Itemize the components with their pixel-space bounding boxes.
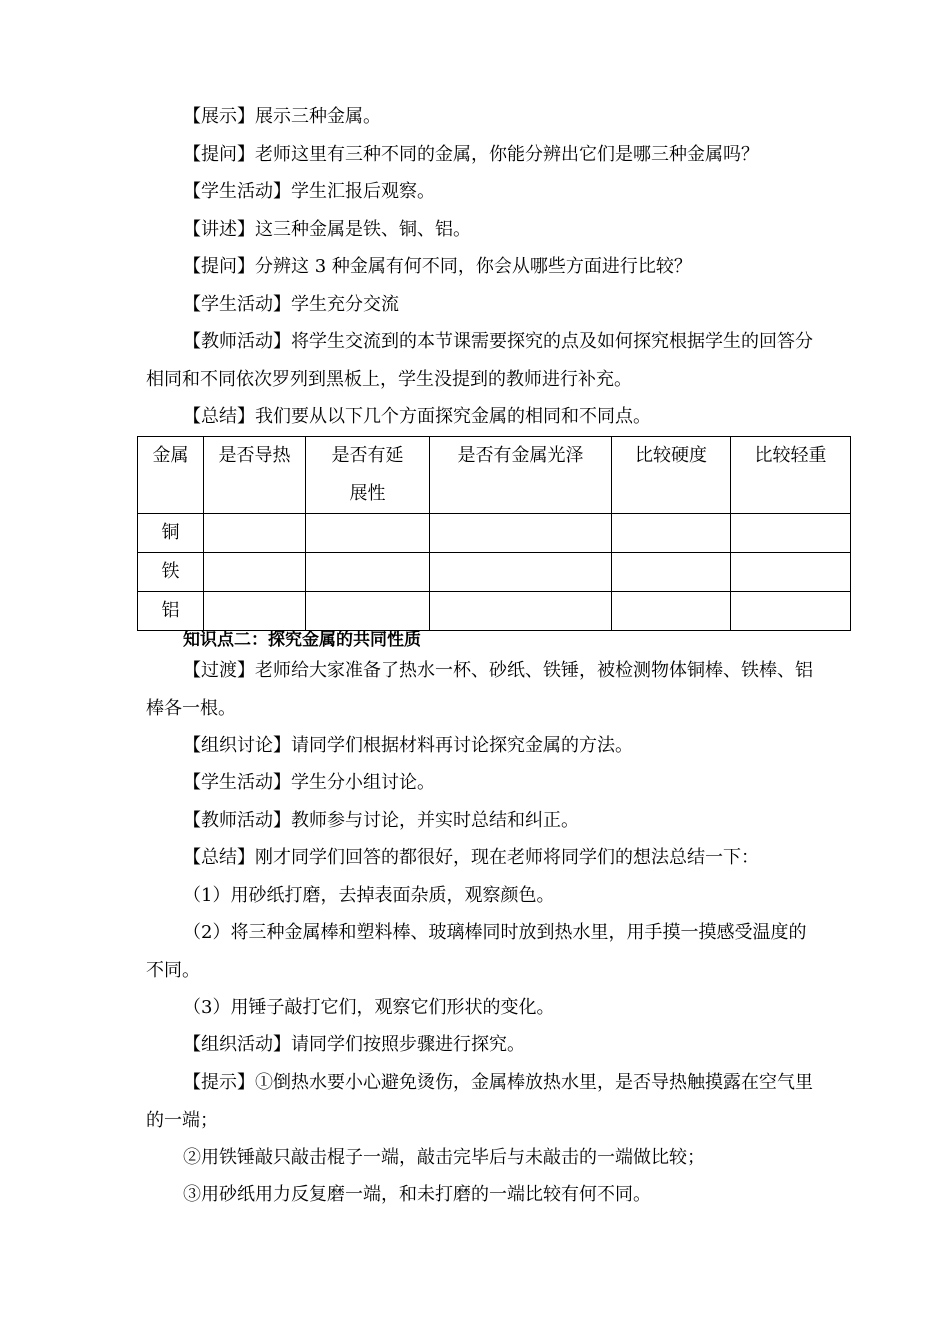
tip-3: ③用砂纸用力反复磨一端，和未打磨的一端比较有何不同。 — [183, 1184, 651, 1205]
paragraph-transition: 【过渡】老师给大家准备了热水一杯、砂纸、铁锤，被检测物体铜棒、铁棒、铝棒各一根。 — [146, 660, 813, 719]
step-2: （2）将三种金属棒和塑料棒、玻璃棒同时放到热水里，用手摸一摸感受温度的不同。 — [146, 922, 807, 981]
paragraph-question-1: 【提问】老师这里有三种不同的金属，你能分辨出它们是哪三种金属吗？ — [183, 144, 759, 165]
table-cell — [612, 514, 731, 553]
paragraph-show: 【展示】展示三种金属。 — [183, 106, 381, 127]
paragraph-tip: 【提示】①倒热水要小心避免烫伤，金属棒放热水里，是否导热触摸露在空气里的一端； — [146, 1072, 813, 1131]
table-cell-metal: 铜 — [138, 514, 204, 553]
table-cell — [204, 514, 306, 553]
table-row — [138, 514, 851, 553]
table-header-cell: 是否导热 — [204, 437, 306, 514]
table-cell — [612, 553, 731, 592]
table-cell — [731, 553, 851, 592]
table-cell — [430, 514, 612, 553]
paragraph-organize-activity: 【组织活动】请同学们按照步骤进行探究。 — [183, 1034, 525, 1055]
paragraph-teacher-activity-1: 【教师活动】将学生交流到的本节课需要探究的点及如何探究根据学生的回答分相同和不同依次罗列到黑板上，学生没提到的教师进行补充。 — [146, 331, 813, 390]
table-cell-metal: 铝 — [138, 592, 204, 631]
section-heading: 知识点二：探究金属的共同性质 — [183, 630, 421, 650]
table-header-row — [138, 437, 851, 514]
step-3: （3）用锤子敲打它们，观察它们形状的变化。 — [183, 997, 555, 1018]
step-1: （1）用砂纸打磨，去掉表面杂质，观察颜色。 — [183, 885, 555, 906]
table-cell — [204, 553, 306, 592]
table-row — [138, 553, 851, 592]
paragraph-organize-discussion: 【组织讨论】请同学们根据材料再讨论探究金属的方法。 — [183, 735, 633, 756]
paragraph-summary-1: 【总结】我们要从以下几个方面探究金属的相同和不同点。 — [183, 406, 651, 427]
paragraph-question-2: 【提问】分辨这 3 种金属有何不同，你会从哪些方面进行比较？ — [183, 256, 692, 277]
table-cell — [306, 553, 430, 592]
table-cell — [731, 514, 851, 553]
table-header-cell: 是否有金属光泽 — [430, 437, 612, 514]
paragraph-teacher-activity-2: 【教师活动】教师参与讨论，并实时总结和纠正。 — [183, 810, 579, 831]
paragraph-summary-2: 【总结】刚才同学们回答的都很好，现在老师将同学们的想法总结一下： — [183, 847, 759, 868]
table-header-cell: 比较硬度 — [612, 437, 731, 514]
paragraph-student-activity-2: 【学生活动】学生充分交流 — [183, 294, 399, 315]
table-header-cell: 比较轻重 — [731, 437, 851, 514]
paragraph-student-activity-3: 【学生活动】学生分小组讨论。 — [183, 772, 435, 793]
tip-2: ②用铁锤敲只敲击棍子一端，敲击完毕后与未敲击的一端做比较； — [183, 1147, 705, 1168]
table-cell-metal: 铁 — [138, 553, 204, 592]
table-header-cell: 金属 — [138, 437, 204, 514]
table-cell — [430, 553, 612, 592]
paragraph-narration: 【讲述】这三种金属是铁、铜、铝。 — [183, 219, 471, 240]
table-cell — [306, 514, 430, 553]
table-header-cell: 是否有延展性 — [306, 437, 430, 514]
paragraph-student-activity-1: 【学生活动】学生汇报后观察。 — [183, 181, 435, 202]
comparison-table — [137, 436, 851, 631]
